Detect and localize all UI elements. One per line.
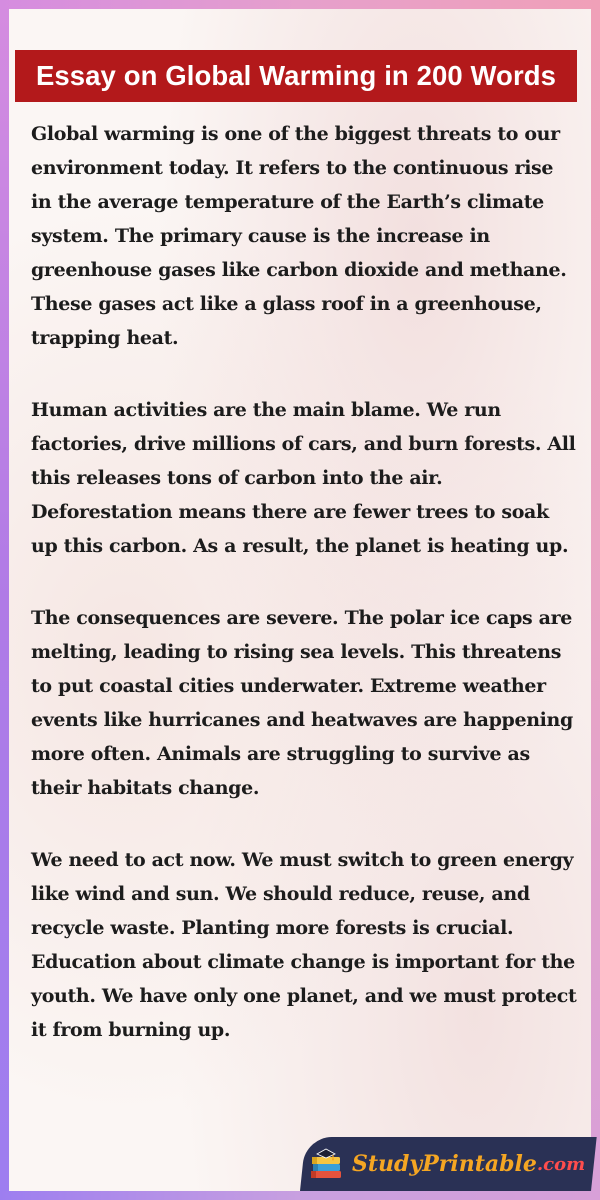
essay-paragraph-1: Global warming is one of the biggest threats to our environment today. It refers to the continuous rise in the average temperature of the Earth’s climate system. The primary cause is the increase in greenhouse gases like carbon dioxide and methane. These gases act like a glass roof in a greenhouse, trapping heat. — [31, 123, 567, 349]
essay-paragraph-2: Human activities are the main blame. We run factories, drive millions of cars, and burn forests. All this releases tons of carbon into the air. Deforestation means there are fewer trees to soak up this carbon. As a result, the planet is heating up. — [31, 399, 576, 557]
title-banner — [15, 50, 577, 102]
page-border-bottom — [0, 1191, 600, 1200]
brand-logo[interactable] — [306, 1142, 586, 1186]
essay-body — [31, 117, 579, 1047]
books-icon — [306, 1144, 346, 1184]
page-title: Essay on Global Warming in 200 Words — [35, 60, 557, 91]
page-border-right — [591, 0, 600, 1200]
essay-paragraph-4: We need to act now. We must switch to green energy like wind and sun. We should reduce, reuse, and recycle waste. Planting more forests is crucial. Education about climate change is important for the youth. We have only one planet, and we must protect it from burning up. — [31, 849, 577, 1041]
page-border-top — [0, 0, 600, 9]
essay-paragraph-3: The consequences are severe. The polar ice caps are melting, leading to rising sea levels. This threatens to put coastal cities underwater. Extreme weather events like hurricanes and heatwaves are happening more often. Animals are struggling to survive as their habitats change. — [31, 607, 573, 799]
brand-name: StudyPrintable — [352, 1151, 537, 1177]
page-border-left — [0, 0, 9, 1200]
brand-domain: .com — [536, 1153, 586, 1175]
